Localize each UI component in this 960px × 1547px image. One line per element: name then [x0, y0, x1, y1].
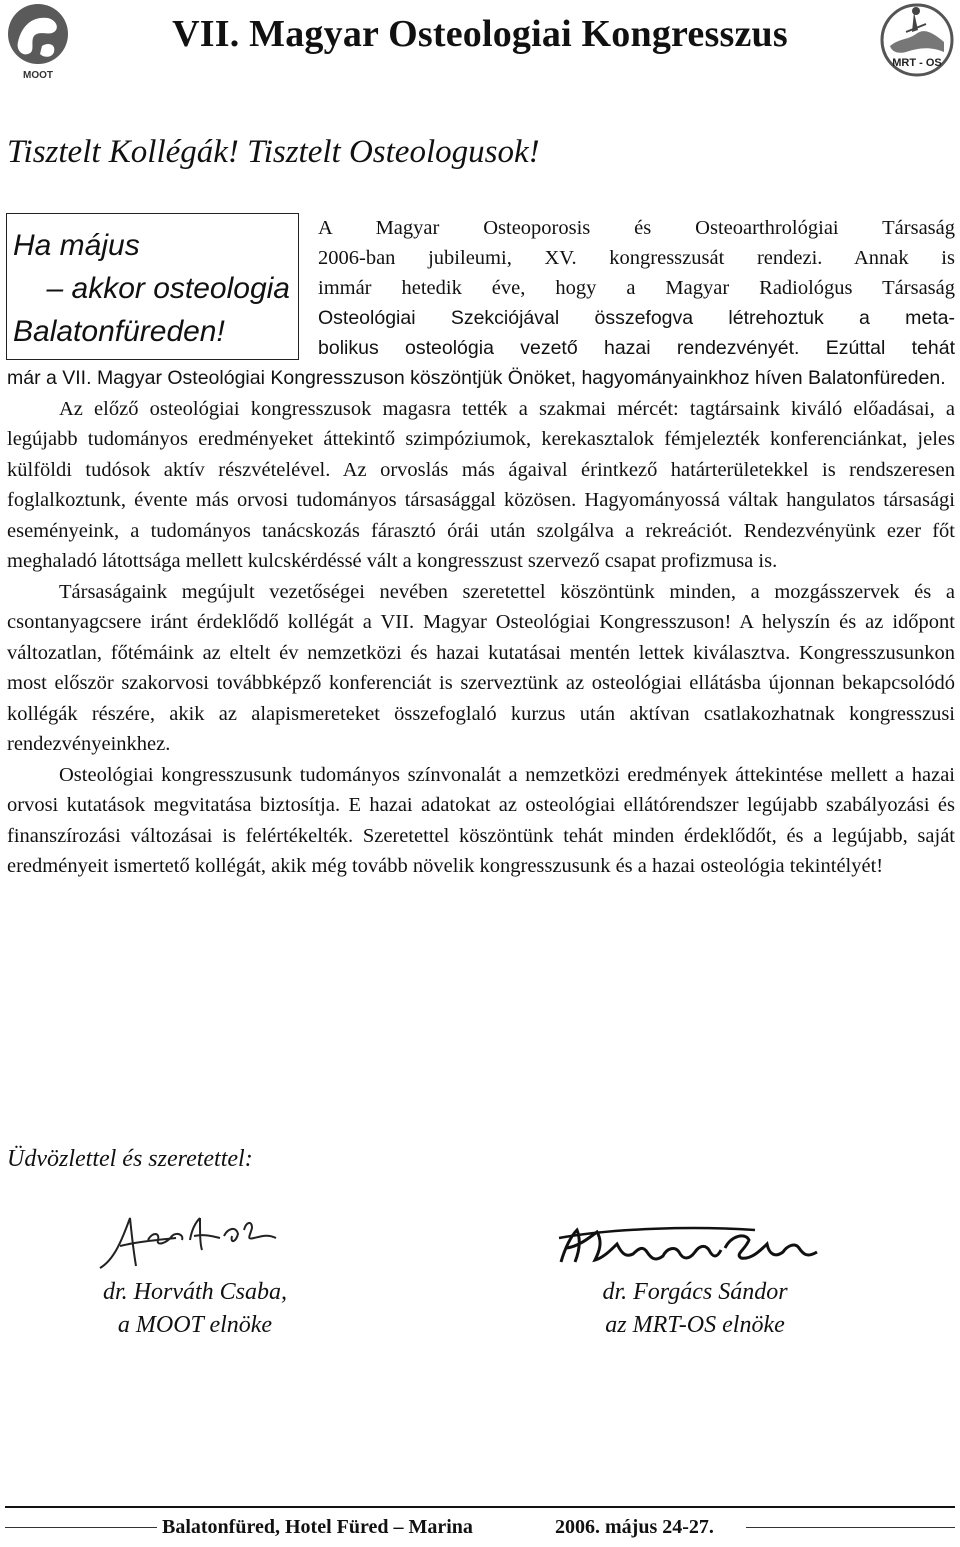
footer-rule — [746, 1527, 955, 1528]
page-title: VII. Magyar Osteologiai Kongresszus — [172, 13, 788, 55]
intro-line: Osteológiai Szekciójával összefogva létrehoztuk a meta- — [318, 307, 955, 329]
footer-rule — [5, 1527, 157, 1528]
intro-line: A Magyar Osteoporosis és Osteoarthrológiai Társaság — [318, 217, 955, 239]
signer-horvath — [60, 1276, 330, 1342]
paragraph: Az előző osteológiai kongresszusok magasra tették a szakmai mércét: tagtársaink kiváló előadásai, a legújabb tudományos eredményeket áttekintő szimpóziumok, kerekasztalok fémjelezték konferenciánkat, jeles külföldi tudósok aktív részvételével. Az orvoslás más ágaival érintkező határterületekkel is rendszeresen foglalkoztunk, évente más orvosi tudományos társasággal közösen. Hagyományossá váltak hangulatos társasági eseményeink, a tudományos tanácskozás fárasztó órái után szolgálva a rekreációt. Rendezvényünk ezer főt meghaladó látottsága mellett kulcskérdéssé vált a kongresszust szervező csapat profizmusa is. — [7, 397, 955, 572]
page-footer — [0, 1516, 960, 1540]
moot-logo — [4, 2, 72, 82]
moot-logo-text: MOOT — [23, 70, 53, 81]
mrt-os-logo-text: MRT - OS — [892, 57, 942, 69]
signer-role: az MRT-OS elnöke — [605, 1312, 785, 1338]
signer-name: dr. Forgács Sándor — [602, 1279, 788, 1305]
paragraph: Társaságaink megújult vezetőségei nevében szeretettel köszöntünk minden, a mozgásszervek és a csontanyagcsere iránt érdeklődő kollégát a VII. Magyar Osteológiai Kongresszuson! A helyszín és az időpont változatlan, főtémáink az eltelt év nemzetközi és hazai kutatásai mentén lettek kiválasztva. Kongresszusunkon most először szakorvosi továbbképző konferenciát is szerveztünk az osteológiai ellátásba újonnan bekapcsolódó kollégák részére, akik az alapismereteket összefoglaló kurzus után aktívan csatlakozhatnak kongresszusi rendezvényeinkhez. — [7, 580, 955, 755]
footer-divider — [5, 1506, 955, 1508]
signer-role: a MOOT elnöke — [117, 1312, 273, 1338]
intro-continuation: már a VII. Magyar Osteológiai Kongresszuson köszöntjük Önöket, hagyományainkhoz híven Balatonfüreden. — [7, 367, 946, 389]
page-header — [0, 0, 960, 92]
callout-line: Ha május — [13, 229, 140, 262]
callout-line: Balatonfüreden! — [13, 315, 225, 348]
signer-name: dr. Horváth Csaba, — [102, 1279, 288, 1305]
signer-forgacs — [560, 1276, 830, 1342]
footer-date: 2006. május 24-27. — [555, 1516, 714, 1538]
callout-line: – akkor osteologia — [46, 272, 290, 305]
footer-location: Balatonfüred, Hotel Füred – Marina — [162, 1516, 473, 1538]
signature-forgacs — [555, 1218, 825, 1272]
paragraph: Osteológiai kongresszusunk tudományos színvonalát a nemzetközi eredmények áttekintése mellett a hazai orvosi kutatások megvitatása biztosítja. E hazai adatokat az osteológiai ellátórendszer legújabb szabályozási és finanszírozási változásai is felértékelték. Szeretettel köszöntünk tehát minden érdeklődőt, és a legújabb, saját eredményeit ismertető kollégát, akik még tovább növelik kongresszusunk és a hazai osteológia tekintélyét! — [7, 763, 955, 877]
intro-line: 2006-ban jubileumi, XV. kongresszusát rendezi. Annak is — [318, 247, 955, 269]
closing-line: Üdvözlettel és szeretettel: — [7, 1146, 253, 1172]
greeting: Tisztelt Kollégák! Tisztelt Osteologusok! — [7, 134, 540, 170]
signature-horvath — [96, 1210, 296, 1276]
callout-box — [6, 213, 299, 360]
mrt-os-logo — [878, 2, 956, 84]
intro-line: immár hetedik éve, hogy a Magyar Radiológus Társaság — [318, 277, 955, 299]
intro-column — [318, 213, 955, 363]
letter-body — [7, 363, 955, 882]
intro-line: bolikus osteológia vezető hazai rendezvényét. Ezúttal tehát — [318, 337, 955, 359]
